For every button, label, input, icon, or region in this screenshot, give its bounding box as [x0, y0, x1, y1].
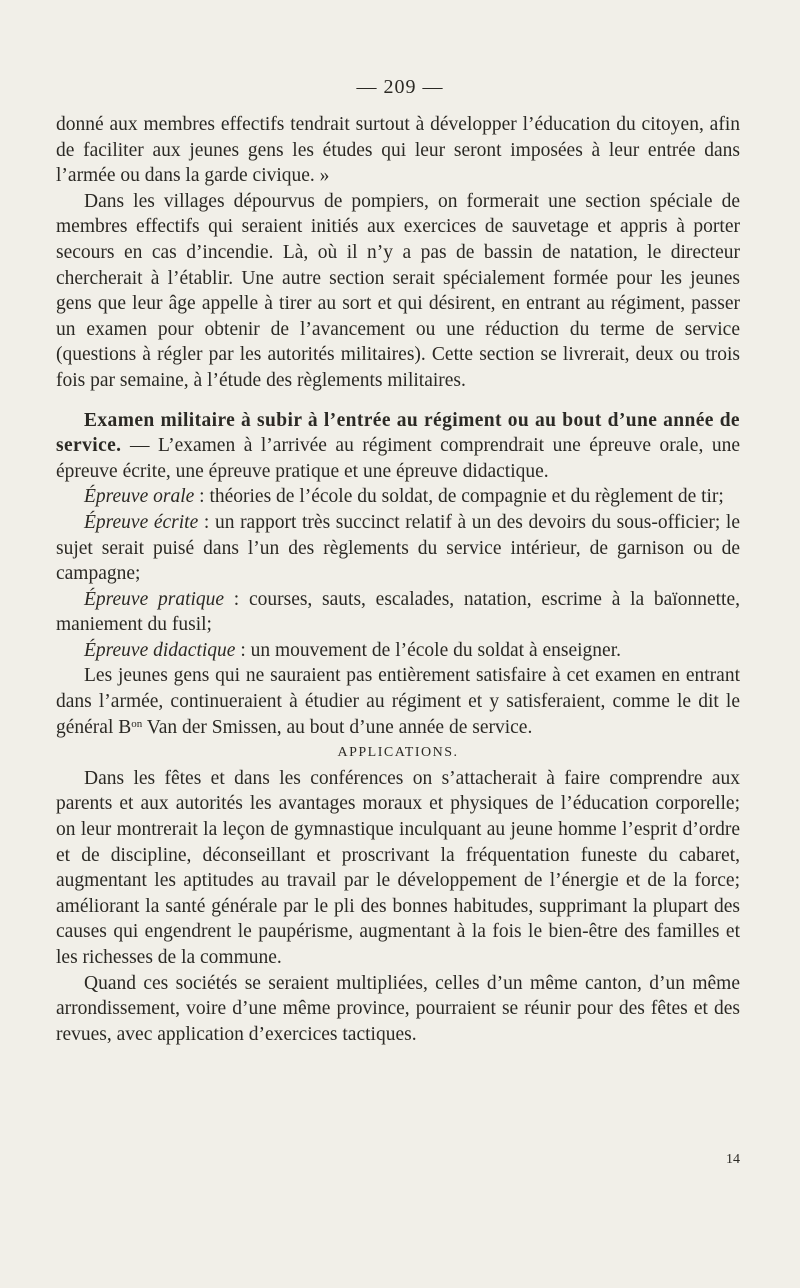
paragraph-10: Quand ces sociétés se seraient multipliées, celles d’un même canton, d’un même arrondissement, voire d’une même province, pourraient se réunir pour des fêtes et des revues, avec application d’exercices tactiques. [56, 972, 740, 1045]
paragraph-written [56, 510, 740, 587]
p8-text-b: Van der Smissen, au bout d’une année de service. [142, 716, 533, 738]
paragraph-3 [56, 408, 740, 485]
practical-label: Épreuve pratique [84, 588, 225, 610]
page-number: — 209 — [356, 76, 444, 98]
didactic-label: Épreuve didactique [84, 639, 236, 661]
baron-abbrev: on [131, 717, 143, 730]
exam-heading: Examen militaire à subir à l’entrée au régiment ou au bout d’une année de service. [56, 409, 740, 457]
written-text: : un rapport très succinct relatif à un des devoirs du sous-officier; le sujet serait puisé dans l’un des règlements du service intérieur, de garnison ou de campagne; [56, 511, 740, 585]
oral-text: : théories de l’école du soldat, de compagnie et du règlement de tir; [194, 486, 724, 508]
paragraph-9: Dans les fêtes et dans les conférences on s’attacherait à faire comprendre aux parents et aux autorités les avantages moraux et physiques de l’éducation corporelle; on leur montrerait la leçon de gymnastique inculquant au jeune homme l’esprit d’ordre et de discipline, déconseillant et proscrivant la fréquentation funeste du cabaret, augmentant les aptitudes au travail par le développement de l’énergie et de la force; améliorant la santé générale par le pli des bonnes habitudes, supprimant la plupart des causes qui engendrent le paupérisme, augmentant à la fois le bien-être des familles et les richesses de la commune. [56, 767, 740, 968]
written-label: Épreuve écrite [84, 511, 199, 533]
signature-mark: 14 [726, 1152, 740, 1167]
practical-text: : courses, sauts, escalades, natation, escrime à la baïonnette, maniement du fusil; [56, 588, 740, 636]
section-title: APPLICATIONS. [337, 745, 459, 761]
paragraph-practical [56, 587, 740, 638]
paragraph-oral [56, 484, 740, 510]
p8-text-a: Les jeunes gens qui ne sauraient pas entièrement satisfaire à cet examen en entrant dans l’armée, continueraient à étudier au régiment et y satisferaient, comme le dit le général B [56, 665, 740, 738]
paragraph-1: donné aux membres effectifs tendrait surtout à développer l’éducation du citoyen, afin de faciliter aux jeunes gens les études qui leur seront imposées à leur entrée dans l’armée ou dans la garde civique. » [56, 114, 740, 187]
body-text [56, 112, 740, 1047]
paragraph-2: Dans les villages dépourvus de pompiers, on formerait une section spéciale de membres effectifs qui seraient initiés aux exercices de sauvetage et appris à porter secours en cas d’incendie. Là, où il n’y a pas de bassin de natation, le directeur chercherait à l’établir. Une autre section serait spécialement formée pour les jeunes gens que leur âge appelle à tirer au sort et qui désirent, en entrant au régiment, passer un examen pour obtenir de l’avancement ou une réduction du terme de service (questions à régler par les autorités militaires). Cette section se livrerait, deux ou trois fois par semaine, à l’étude des règlements militaires. [56, 190, 740, 391]
paragraph-didactic [56, 638, 740, 664]
exam-intro: — L’examen à l’arrivée au régiment comprendrait une épreuve orale, une épreuve écrite, une épreuve pratique et une épreuve didactique. [56, 435, 740, 482]
paragraph-8 [56, 663, 740, 740]
oral-label: Épreuve orale [84, 486, 195, 508]
didactic-text: : un mouvement de l’école du soldat à enseigner. [235, 639, 621, 661]
